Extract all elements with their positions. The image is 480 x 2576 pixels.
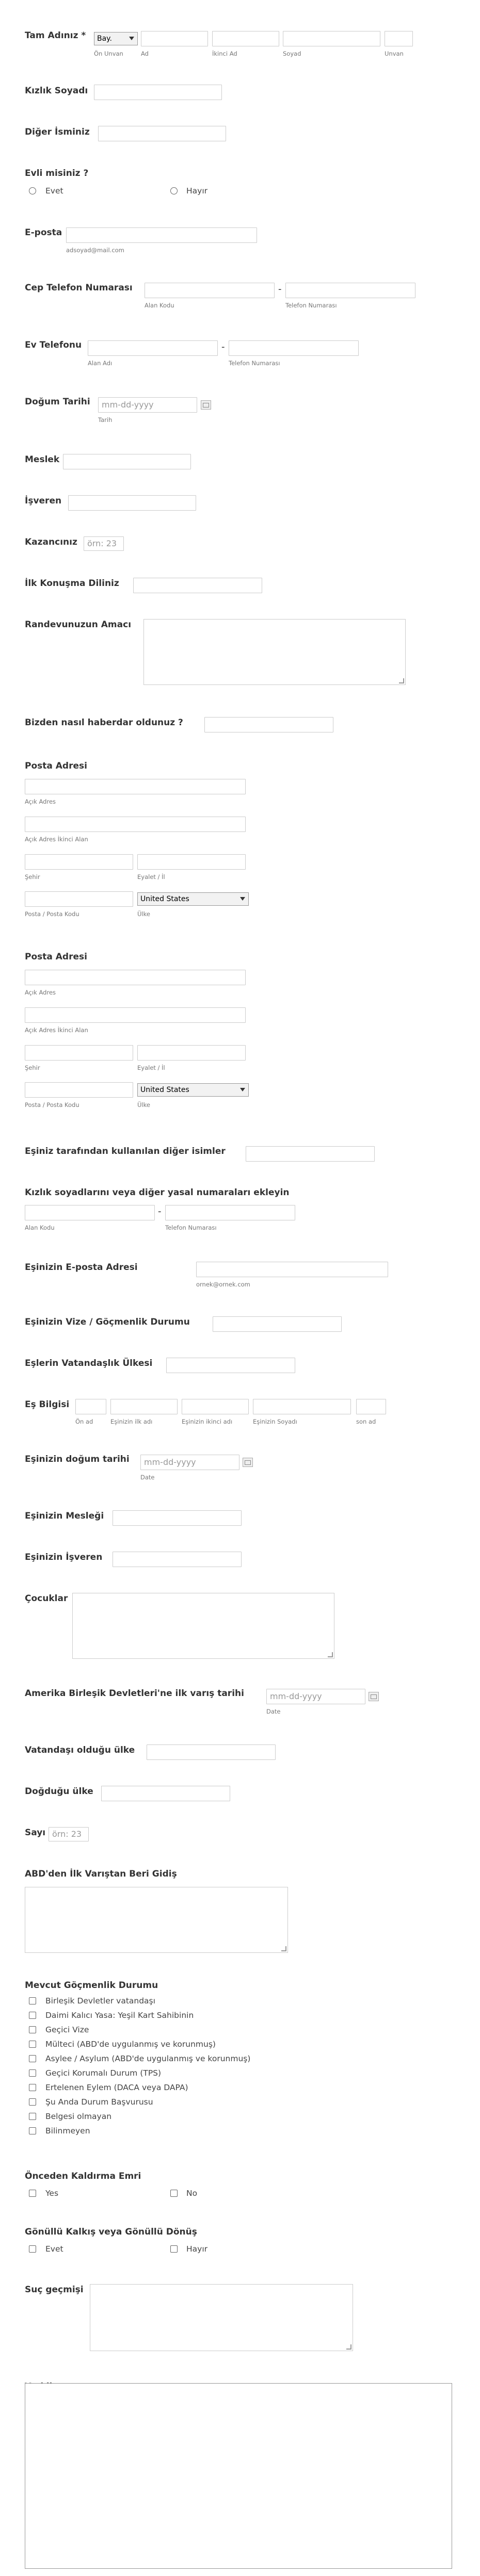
immigration-checkbox-8[interactable] — [29, 2113, 36, 2120]
other-names-label: Diğer İsminiz — [25, 127, 90, 137]
referral-input[interactable] — [204, 717, 333, 732]
first-language-label: İlk Konuşma Diliniz — [25, 578, 119, 589]
maiden-legal-area-input[interactable] — [25, 1205, 155, 1220]
immigration-checkbox-0[interactable] — [29, 1997, 36, 2004]
maiden-name-label: Kızlık Soyadı — [25, 86, 88, 96]
maiden-legal-dash: - — [158, 1206, 162, 1217]
departures-textarea[interactable] — [25, 1887, 288, 1953]
immigration-status-label: Mevcut Göçmenlik Durumu — [25, 1980, 158, 1991]
address2-street2-sublabel: Açık Adres İkinci Alan — [25, 1026, 88, 1034]
voluntary-departure-yes-option: Evet — [45, 2244, 63, 2254]
middle-name-sublabel: İkinci Ad — [212, 50, 237, 57]
prior-removal-no-option: No — [186, 2189, 198, 2198]
count-input[interactable]: örn: 23 — [49, 1827, 89, 1841]
immigration-checkbox-1[interactable] — [29, 2012, 36, 2019]
immigration-option-2: Geçici Vize — [45, 2025, 89, 2034]
spouse-citizenship-label: Eşlerin Vatandaşlık Ülkesi — [25, 1358, 153, 1368]
us-arrival-date-input[interactable]: mm-dd-yyyy — [266, 1689, 365, 1704]
calendar-icon[interactable] — [369, 1692, 379, 1701]
address2-label: Posta Adresi — [25, 952, 87, 962]
first-name-input[interactable] — [141, 31, 208, 46]
prior-removal-yes-option: Yes — [45, 2189, 59, 2198]
mobile-label: Cep Telefon Numarası — [25, 283, 133, 293]
resize-handle-icon[interactable] — [346, 2344, 351, 2350]
voluntary-departure-no-option: Hayır — [186, 2244, 208, 2254]
birth-date-input[interactable]: mm-dd-yyyy — [98, 397, 197, 413]
address2-country-value: United States — [140, 1086, 189, 1094]
spouse-last-name-input[interactable] — [253, 1399, 351, 1414]
immigration-checkbox-9[interactable] — [29, 2127, 36, 2134]
prior-removal-yes-checkbox[interactable] — [29, 2190, 36, 2197]
name-suffix-sublabel: Unvan — [385, 50, 404, 57]
spouse-middle-name-sublabel: Eşinizin ikinci adı — [182, 1418, 233, 1425]
address1-zip-sublabel: Posta / Posta Kodu — [25, 910, 79, 918]
employer-label: İşveren — [25, 496, 62, 506]
address1-country-value: United States — [140, 895, 189, 903]
married-yes-option: Evet — [45, 186, 63, 195]
full-name-label: Tam Adınız * — [25, 30, 86, 41]
chevron-down-icon — [240, 1088, 245, 1091]
last-name-input[interactable] — [283, 31, 380, 46]
spouse-middle-name-input[interactable] — [182, 1399, 249, 1414]
immigration-checkbox-6[interactable] — [29, 2084, 36, 2091]
criminal-history-textarea[interactable] — [90, 2284, 353, 2351]
address2-zip-input[interactable] — [25, 1082, 133, 1098]
address1-street2-sublabel: Açık Adres İkinci Alan — [25, 836, 88, 843]
address2-street2-input[interactable] — [25, 1007, 246, 1023]
address1-country-select[interactable] — [137, 892, 249, 906]
name-prefix-select[interactable] — [94, 32, 138, 45]
email-label: E-posta — [25, 227, 62, 238]
home-phone-dash: - — [221, 341, 225, 352]
children-textarea[interactable] — [72, 1593, 334, 1659]
criminal-history-label: Suç geçmişi — [25, 2285, 84, 2295]
spouse-email-input[interactable] — [196, 1262, 388, 1277]
spouse-visa-label: Eşinizin Vize / Göçmenlik Durumu — [25, 1317, 190, 1327]
referral-label: Bizden nasıl haberdar oldunuz ? — [25, 718, 183, 728]
spouse-citizenship-input[interactable] — [166, 1358, 295, 1373]
birth-country-input[interactable] — [101, 1786, 230, 1801]
immigration-option-4: Asylee / Asylum (ABD'de uygulanmış ve korunmuş) — [45, 2054, 251, 2063]
spouse-birth-date-sublabel: Date — [140, 1474, 155, 1481]
children-label: Çocuklar — [25, 1593, 68, 1604]
spouse-other-names-label: Eşiniz tarafından kullanılan diğer isimler — [25, 1146, 226, 1156]
address2-street-sublabel: Açık Adres — [25, 989, 56, 996]
birth-date-sublabel: Tarih — [98, 416, 113, 423]
address1-label: Posta Adresi — [25, 761, 87, 771]
citizenship-country-label: Vatandaşı olduğu ülke — [25, 1745, 135, 1755]
first-name-sublabel: Ad — [141, 50, 149, 57]
chevron-down-icon — [240, 897, 245, 901]
employer-input[interactable] — [68, 495, 196, 511]
first-language-input[interactable] — [133, 578, 262, 593]
birth-date-label: Doğum Tarihi — [25, 397, 90, 407]
spouse-birth-date-label: Eşinizin doğum tarihi — [25, 1454, 130, 1464]
home-phone-area-input[interactable] — [88, 340, 218, 356]
calendar-icon[interactable] — [201, 400, 211, 410]
mobile-number-input[interactable] — [285, 283, 415, 298]
citizenship-country-input[interactable] — [147, 1744, 276, 1760]
prior-removal-no-checkbox[interactable] — [170, 2190, 178, 2197]
address1-state-input[interactable] — [137, 854, 246, 870]
mobile-area-input[interactable] — [145, 283, 275, 298]
address2-city-input[interactable] — [25, 1045, 133, 1061]
address1-street2-input[interactable] — [25, 817, 246, 832]
spouse-prefix-input[interactable] — [75, 1399, 106, 1414]
calendar-icon[interactable] — [243, 1458, 253, 1467]
married-no-radio[interactable] — [170, 187, 178, 194]
immigration-checkbox-7[interactable] — [29, 2098, 36, 2106]
spouse-email-label: Eşinizin E-posta Adresi — [25, 1262, 138, 1273]
voluntary-departure-no-checkbox[interactable] — [170, 2245, 178, 2253]
address2-street-input[interactable] — [25, 970, 246, 985]
maiden-legal-area-sublabel: Alan Kodu — [25, 1224, 55, 1231]
spouse-first-name-sublabel: Eşinizin ilk adı — [110, 1418, 153, 1425]
address1-city-sublabel: Şehir — [25, 873, 40, 881]
spouse-visa-input[interactable] — [213, 1316, 342, 1332]
spouse-info-label: Eş Bilgisi — [25, 1399, 70, 1410]
immigration-checkbox-3[interactable] — [29, 2041, 36, 2048]
occupation-label: Meslek — [25, 454, 60, 465]
voluntary-departure-label: Gönüllü Kalkış veya Gönüllü Dönüş — [25, 2227, 197, 2237]
immigration-option-5: Geçici Korumalı Durum (TPS) — [45, 2068, 162, 2078]
address1-city-input[interactable] — [25, 854, 133, 870]
married-no-option: Hayır — [186, 186, 208, 195]
mobile-number-sublabel: Telefon Numarası — [285, 302, 337, 309]
spouse-prefix-sublabel: Ön ad — [75, 1418, 93, 1425]
birth-country-label: Doğduğu ülke — [25, 1786, 93, 1797]
home-phone-number-sublabel: Telefon Numarası — [229, 360, 280, 367]
immigration-option-8: Belgesi olmayan — [45, 2112, 112, 2121]
immigration-option-3: Mülteci (ABD'de uygulanmış ve korunmuş) — [45, 2040, 216, 2049]
other-names-input[interactable] — [98, 126, 226, 141]
count-label: Sayı — [25, 1828, 46, 1838]
immigration-option-0: Birleşik Devletler vatandaşı — [45, 1996, 155, 2006]
resize-handle-icon[interactable] — [328, 1652, 333, 1657]
email-sublabel: adsoyad@mail.com — [66, 247, 124, 254]
spouse-employer-label: Eşinizin İşveren — [25, 1552, 103, 1562]
name-prefix-sublabel: Ön Unvan — [94, 50, 123, 57]
immigration-option-6: Ertelenen Eylem (DACA veya DAPA) — [45, 2083, 188, 2092]
mobile-area-sublabel: Alan Kodu — [145, 302, 174, 309]
us-arrival-label: Amerika Birleşik Devletleri'ne ilk varış tarihi — [25, 1688, 244, 1699]
address2-country-select[interactable] — [137, 1083, 249, 1097]
address2-state-input[interactable] — [137, 1045, 246, 1061]
maiden-name-input[interactable] — [94, 85, 222, 100]
spouse-suffix-sublabel: son ad — [356, 1418, 376, 1425]
purpose-textarea[interactable] — [143, 619, 406, 685]
spouse-birth-date-input[interactable]: mm-dd-yyyy — [140, 1455, 239, 1470]
spouse-occupation-label: Eşinizin Mesleği — [25, 1511, 104, 1521]
income-label: Kazancınız — [25, 537, 77, 547]
home-phone-label: Ev Telefonu — [25, 340, 82, 350]
address1-country-sublabel: Ülke — [137, 910, 150, 918]
immigration-option-1: Daimi Kalıcı Yasa: Yeşil Kart Sahibinin — [45, 2011, 194, 2020]
immigration-option-9: Bilinmeyen — [45, 2126, 90, 2135]
name-prefix-value: Bay. — [97, 35, 112, 43]
email-input[interactable] — [66, 227, 257, 243]
address1-street-sublabel: Açık Adres — [25, 798, 56, 805]
maiden-legal-number-input[interactable] — [165, 1205, 295, 1220]
prior-removal-label: Önceden Kaldırma Emri — [25, 2171, 141, 2181]
spouse-email-sublabel: ornek@ornek.com — [196, 1281, 250, 1288]
resize-handle-icon[interactable] — [281, 1946, 286, 1951]
address2-city-sublabel: Şehir — [25, 1064, 40, 1071]
immigration-option-7: Şu Anda Durum Başvurusu — [45, 2097, 153, 2107]
mobile-dash: - — [278, 284, 282, 295]
spouse-suffix-input[interactable] — [356, 1399, 386, 1414]
maiden-legal-number-sublabel: Telefon Numarası — [165, 1224, 217, 1231]
address2-state-sublabel: Eyalet / İl — [137, 1064, 165, 1071]
last-name-sublabel: Soyad — [283, 50, 301, 57]
married-label: Evli misiniz ? — [25, 168, 89, 178]
departures-label: ABD'den İlk Varıştan Beri Gidiş — [25, 1869, 177, 1879]
immigration-checkbox-5[interactable] — [29, 2069, 36, 2077]
address1-zip-input[interactable] — [25, 891, 133, 907]
married-yes-radio[interactable] — [29, 187, 36, 194]
immigration-checkbox-2[interactable] — [29, 2026, 36, 2033]
immigration-checkbox-4[interactable] — [29, 2055, 36, 2062]
resize-handle-icon[interactable] — [399, 678, 404, 683]
address1-street-input[interactable] — [25, 779, 246, 794]
middle-name-input[interactable] — [212, 31, 279, 46]
address2-country-sublabel: Ülke — [137, 1101, 150, 1108]
spouse-other-names-input[interactable] — [246, 1146, 375, 1162]
chevron-down-icon — [129, 37, 134, 40]
spouse-first-name-input[interactable] — [110, 1399, 178, 1414]
spouse-employer-input[interactable] — [113, 1552, 242, 1567]
us-arrival-sublabel: Date — [266, 1708, 281, 1715]
voluntary-departure-yes-checkbox[interactable] — [29, 2245, 36, 2253]
purpose-label: Randevunuzun Amacı — [25, 619, 132, 630]
home-phone-number-input[interactable] — [229, 340, 359, 356]
address1-state-sublabel: Eyalet / İl — [137, 873, 165, 881]
income-input[interactable]: örn: 23 — [84, 536, 124, 551]
home-phone-area-sublabel: Alan Adı — [88, 360, 113, 367]
maiden-legal-numbers-label: Kızlık soyadlarını veya diğer yasal numaraları ekleyin — [25, 1187, 290, 1198]
spouse-last-name-sublabel: Eşinizin Soyadı — [253, 1418, 297, 1425]
spouse-occupation-input[interactable] — [113, 1510, 242, 1526]
authorities-signature-area[interactable] — [25, 2383, 452, 2569]
name-suffix-input[interactable] — [385, 31, 413, 46]
occupation-input[interactable] — [63, 454, 191, 469]
address2-zip-sublabel: Posta / Posta Kodu — [25, 1101, 79, 1108]
